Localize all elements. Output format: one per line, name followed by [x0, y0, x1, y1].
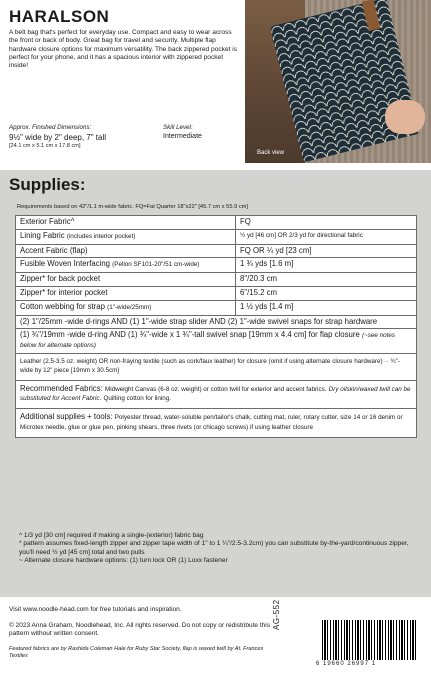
- flap-hardware-row: [16, 329, 416, 354]
- interfacing-label: Fusible Woven Interfacing: [20, 259, 110, 269]
- zipper-interior-value: 6"/15.2 cm: [240, 287, 278, 297]
- recommended-fabrics-text: Midweight Canvas (6-8 oz. weight) or cotton twill for exterior and accent fabrics.: [104, 385, 327, 393]
- dimensions-value: 9½" wide by 2" deep, 7" tall: [9, 133, 107, 142]
- flap-hardware-text: (1) ¾"/19mm -wide d-ring AND (1) ¾"-wide x 1 ¾"-tall swivel snap [19mm x 4.4 cm] for flap closure: [20, 330, 360, 340]
- photo-hand: [385, 100, 425, 134]
- accent-fabric-label: Accent Fabric (flap): [16, 245, 236, 258]
- supplies-notes: [19, 532, 414, 565]
- website-note: Visit www.noodle-head.com for free tutorials and inspiration.: [9, 606, 182, 613]
- barcode-digits: 6 19660 26997 1: [316, 661, 377, 667]
- table-row: [16, 273, 416, 287]
- recommended-fabrics-row: [16, 381, 416, 410]
- zipper-back-label: Zipper* for back pocket: [16, 273, 236, 286]
- table-row: [16, 245, 416, 259]
- webbing-cell: [16, 301, 236, 315]
- interfacing-note: (Pellon SF101-20"/51 cm-wide): [112, 261, 200, 269]
- featured-fabrics-credit: Featured fabrics are by Rashida Coleman Hale for Ruby Star Society, flap is waxed twill by At. Frances Textiles: [9, 646, 264, 659]
- table-row: [16, 230, 416, 245]
- recommended-fabrics-label: Recommended Fabrics:: [20, 383, 103, 393]
- supplies-section: [0, 170, 431, 597]
- zipper-interior-label: Zipper* for interior pocket: [16, 287, 236, 300]
- lining-fabric-value: ½ yd [46 cm] OR 2/3 yd for directional fabric: [240, 231, 363, 239]
- recommended-fabrics-lining: Quilting cotton for lining.: [103, 395, 172, 403]
- flap-hardware-note: (~see notes below for alternate options): [20, 332, 396, 350]
- lining-fabric-cell: [16, 230, 236, 244]
- product-photo: [245, 0, 431, 163]
- lining-fabric-label: Lining Fabric: [20, 230, 65, 240]
- pattern-description: A belt bag that's perfect for everyday use. Compact and easy to wear across the front or back of body. Great bag for travel and security. Multiple flap hardware closure options for maximum versatility. The back zippered pocket is perfect for your phone, and it has a spacious interior with zippered pocket inside!: [9, 29, 238, 70]
- dimensions-metric: [24.1 cm x 5.1 cm x 17.8 cm]: [9, 143, 81, 149]
- additional-supplies-text: Polyester thread, water-soluble pen/tailor's chalk, cutting mat, ruler, rotary cutter, size 14 or 16 denim or Microtex needle, glue or glue pen, pinking shears, three rivets (or chicago screws) if using leather closure: [20, 414, 403, 431]
- exterior-fabric-value: FQ: [240, 217, 251, 226]
- note-zipper: * pattern assumes fixed-length zipper and zipper tape width of 1" to 1 ¼"/2.5-3.2cm) you can substitute by-the-yard/continuous zipper, you'll need ½ yd [45 cm] total and two pulls: [19, 540, 409, 556]
- photo-caption: Back view: [257, 150, 285, 156]
- supplies-title: Supplies:: [9, 175, 86, 194]
- interfacing-cell: [16, 258, 236, 272]
- recommended-fabrics-alt: Dry oilskin/waxed twill can be substituted for Accent Fabric.: [20, 385, 411, 403]
- pattern-title: HARALSON: [9, 7, 110, 26]
- copyright-notice: © 2023 Anna Graham, Noodlehead, Inc. All rights reserved. Do not copy or redistribute this pattern without written consent.: [9, 622, 270, 637]
- supplies-table: [15, 215, 417, 438]
- pattern-header: [0, 0, 431, 170]
- table-row: [16, 301, 416, 316]
- webbing-label: Cotton webbing for strap: [20, 301, 105, 311]
- interfacing-value: 1 ¾ yds [1.6 m]: [240, 259, 294, 269]
- strap-hardware-row: (2) 1"/25mm -wide d-rings AND (1) 1"-wide strap slider AND (2) 1"-wide swivel snaps for strap hardware: [16, 316, 416, 330]
- pattern-sku: AG-552: [272, 599, 281, 630]
- note-closure-hardware: ~ Alternate closure hardware options: (1) turn lock OR (1) Loxx fastener: [19, 556, 228, 564]
- additional-supplies-row: [16, 409, 416, 438]
- barcode-bars: [322, 620, 418, 660]
- dimensions-label: Approx. Finished Dimensions:: [9, 124, 92, 131]
- barcode: [316, 620, 424, 672]
- lining-fabric-note: (includes interior pocket): [66, 232, 136, 240]
- exterior-fabric-label: Exterior Fabric^: [16, 216, 236, 229]
- skill-level-label: Skill Level:: [163, 124, 193, 131]
- requirements-note: Requirements based on 42"/1.1 m-wide fabric. FQ=Fat Quarter 18"x22" [45.7 cm x 55.9 cm]: [17, 204, 248, 210]
- table-row: [16, 287, 416, 301]
- webbing-note: (1"-wide/25mm): [107, 303, 152, 311]
- webbing-value: 1 ½ yds [1.4 m]: [240, 301, 294, 311]
- table-row: [16, 216, 416, 230]
- accent-fabric-value: FQ OR ¼ yd [23 cm]: [240, 245, 312, 255]
- leather-row: Leather (2.5-3.5 oz. weight) OR non-fraying textile (such as cork/faux leather) for closure (omit if using alternate closure hardware) ·· ¾"-wide by 12" piece [19mm x 30.5cm]: [16, 354, 416, 381]
- zipper-back-value: 8"/20.3 cm: [240, 274, 278, 284]
- table-row: [16, 258, 416, 273]
- note-single-fabric: ^ 1/3 yd [30 cm] required if making a single-(exterior) fabric bag: [19, 532, 204, 539]
- additional-supplies-label: Additional supplies + tools:: [20, 412, 113, 422]
- skill-level-value: Intermediate: [163, 133, 202, 140]
